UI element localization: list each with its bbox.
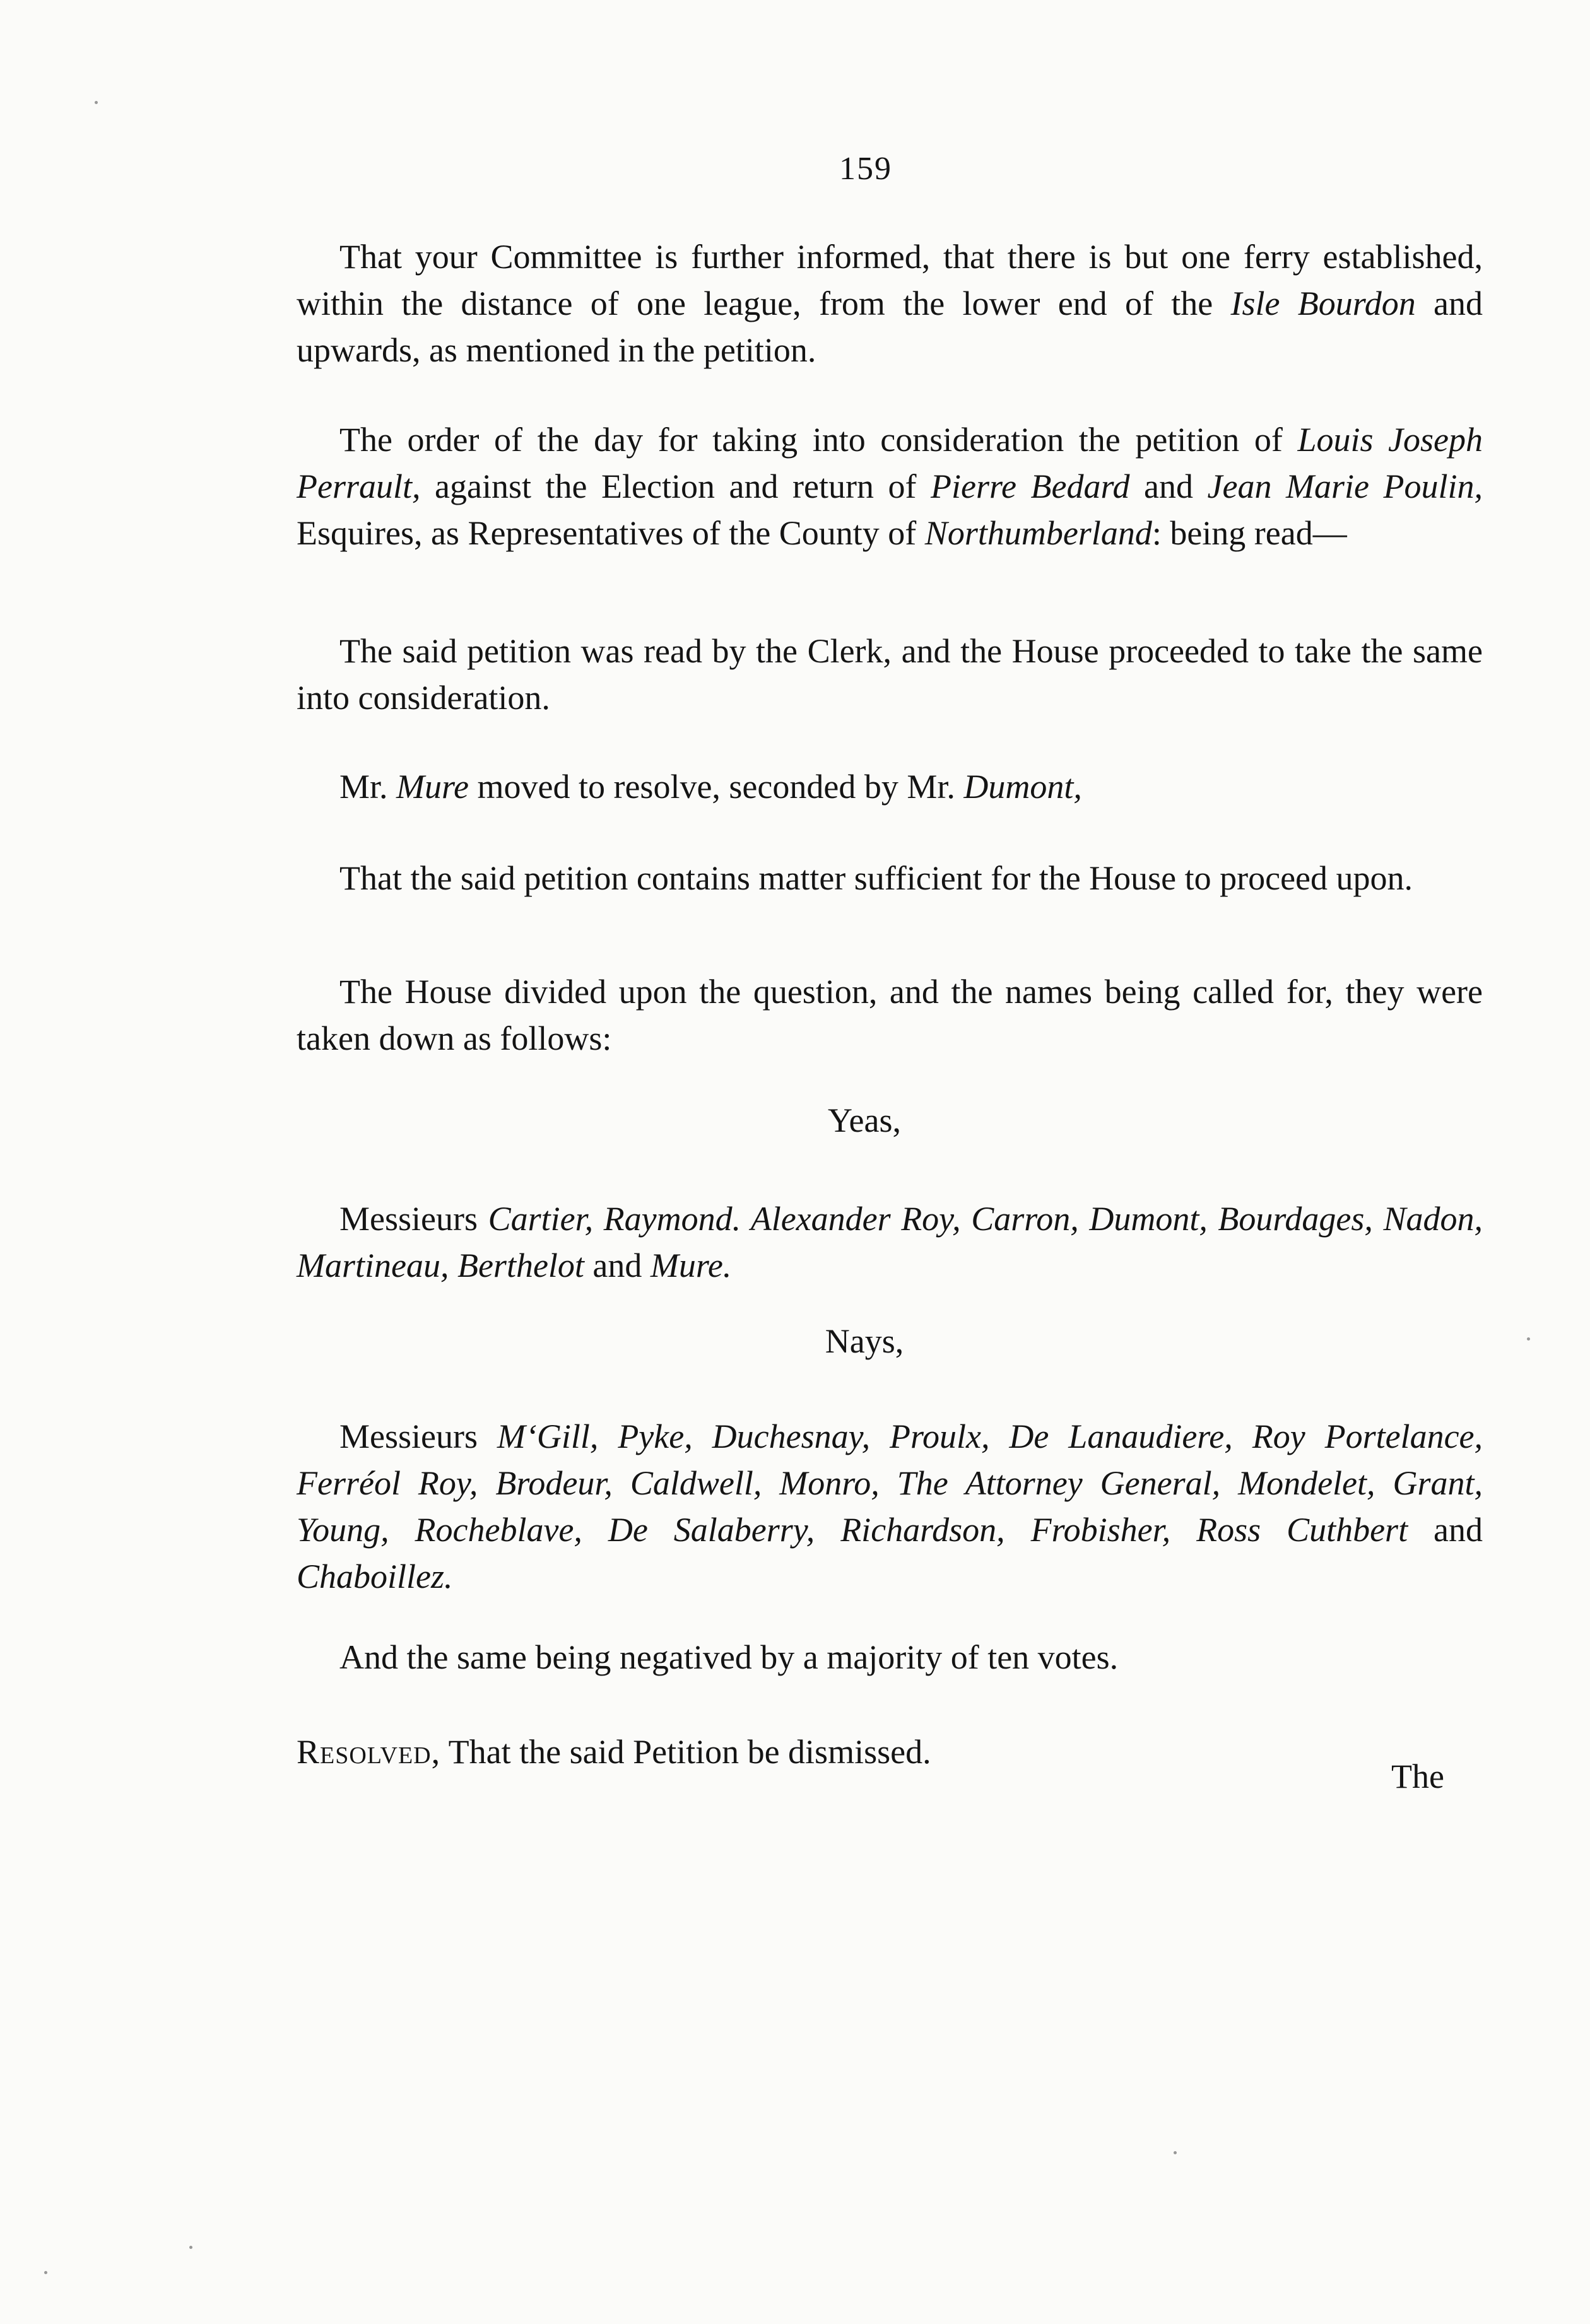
paragraph-order-of-day bbox=[297, 416, 1483, 556]
paragraph-text: That your Committee is further informed, that there is but one ferry established, within the distance of one league, from the lower end of the bbox=[297, 238, 1483, 322]
paragraph-text: Esquires, as Representatives of the County of bbox=[297, 514, 925, 552]
resolved-label: Resolved, bbox=[297, 1733, 441, 1771]
print-speck bbox=[189, 2246, 192, 2249]
print-speck bbox=[1527, 1337, 1530, 1341]
catchword: The bbox=[1391, 1758, 1444, 1795]
member-names: Cartier, Raymond. Alexander Roy, Carron, Dumont, Bourdages, Nadon, Martineau, Berthelot bbox=[297, 1200, 1483, 1284]
paragraph-text: The order of the day for taking into consideration the petition of bbox=[339, 421, 1298, 459]
paragraph-text: And the same being negatived by a majority of ten votes. bbox=[339, 1638, 1119, 1676]
print-speck bbox=[44, 2271, 47, 2274]
paragraph-text: Mr. bbox=[339, 768, 397, 806]
paragraph-text: moved to resolve, seconded by Mr. bbox=[469, 768, 964, 806]
paragraph-text: That the said petition contains matter sufficient for the House to proceed upon. bbox=[339, 859, 1413, 897]
person-name: Mure bbox=[396, 768, 469, 806]
member-name-last: Mure. bbox=[650, 1247, 732, 1284]
yeas-list bbox=[297, 1195, 1483, 1289]
paragraph-motion bbox=[297, 763, 1483, 810]
paragraph-resolution-text bbox=[297, 855, 1483, 901]
list-conjunction: and bbox=[584, 1247, 651, 1284]
list-conjunction: and bbox=[1408, 1511, 1483, 1549]
list-prefix: Messieurs bbox=[339, 1200, 488, 1238]
yeas-heading: Yeas, bbox=[827, 1101, 902, 1139]
paragraph-committee-ferry bbox=[297, 233, 1483, 373]
page-number: 159 bbox=[839, 151, 892, 187]
paragraph-resolved bbox=[297, 1728, 1483, 1775]
list-prefix: Messieurs bbox=[339, 1417, 497, 1455]
nays-list bbox=[297, 1413, 1483, 1600]
place-name: Isle Bourdon bbox=[1230, 285, 1416, 322]
print-speck bbox=[95, 101, 98, 104]
paragraph-text: That the said Petition be dismissed. bbox=[440, 1733, 931, 1771]
member-names: M‘Gill, Pyke, Duchesnay, Proulx, De Lanaudiere, Roy Portelance, Ferréol Roy, Brodeur, Caldwell, Monro, The Attorney General, Mondelet, Grant, Young, Rocheblave, De Salaberry, Richardson, Frobisher, Ross Cuthbert bbox=[297, 1417, 1483, 1549]
member-name-last: Chaboillez. bbox=[297, 1558, 453, 1595]
person-name: Louis Joseph Perrault, bbox=[297, 421, 1483, 505]
paragraph-petition-read bbox=[297, 628, 1483, 721]
paragraph-division bbox=[297, 968, 1483, 1062]
paragraph-text: The House divided upon the question, and the names being called for, they were taken down as follows: bbox=[297, 973, 1483, 1057]
person-name: Dumont, bbox=[963, 768, 1082, 806]
paragraph-text: and upwards, as mentioned in the petition. bbox=[297, 285, 1483, 369]
paragraph-text: and bbox=[1129, 467, 1208, 505]
person-name: Jean Marie Poulin, bbox=[1207, 467, 1483, 505]
nays-heading: Nays, bbox=[825, 1322, 904, 1360]
paragraph-text: against the Election and return of bbox=[420, 467, 931, 505]
person-name: Pierre Bedard bbox=[931, 467, 1130, 505]
paragraph-text: : being read— bbox=[1151, 514, 1347, 552]
place-name: Northumberland bbox=[924, 514, 1152, 552]
print-speck bbox=[1174, 2151, 1177, 2154]
paragraph-text: The said petition was read by the Clerk, and the House proceeded to take the same into consideration. bbox=[297, 632, 1483, 717]
paragraph-negatived bbox=[297, 1634, 1483, 1681]
